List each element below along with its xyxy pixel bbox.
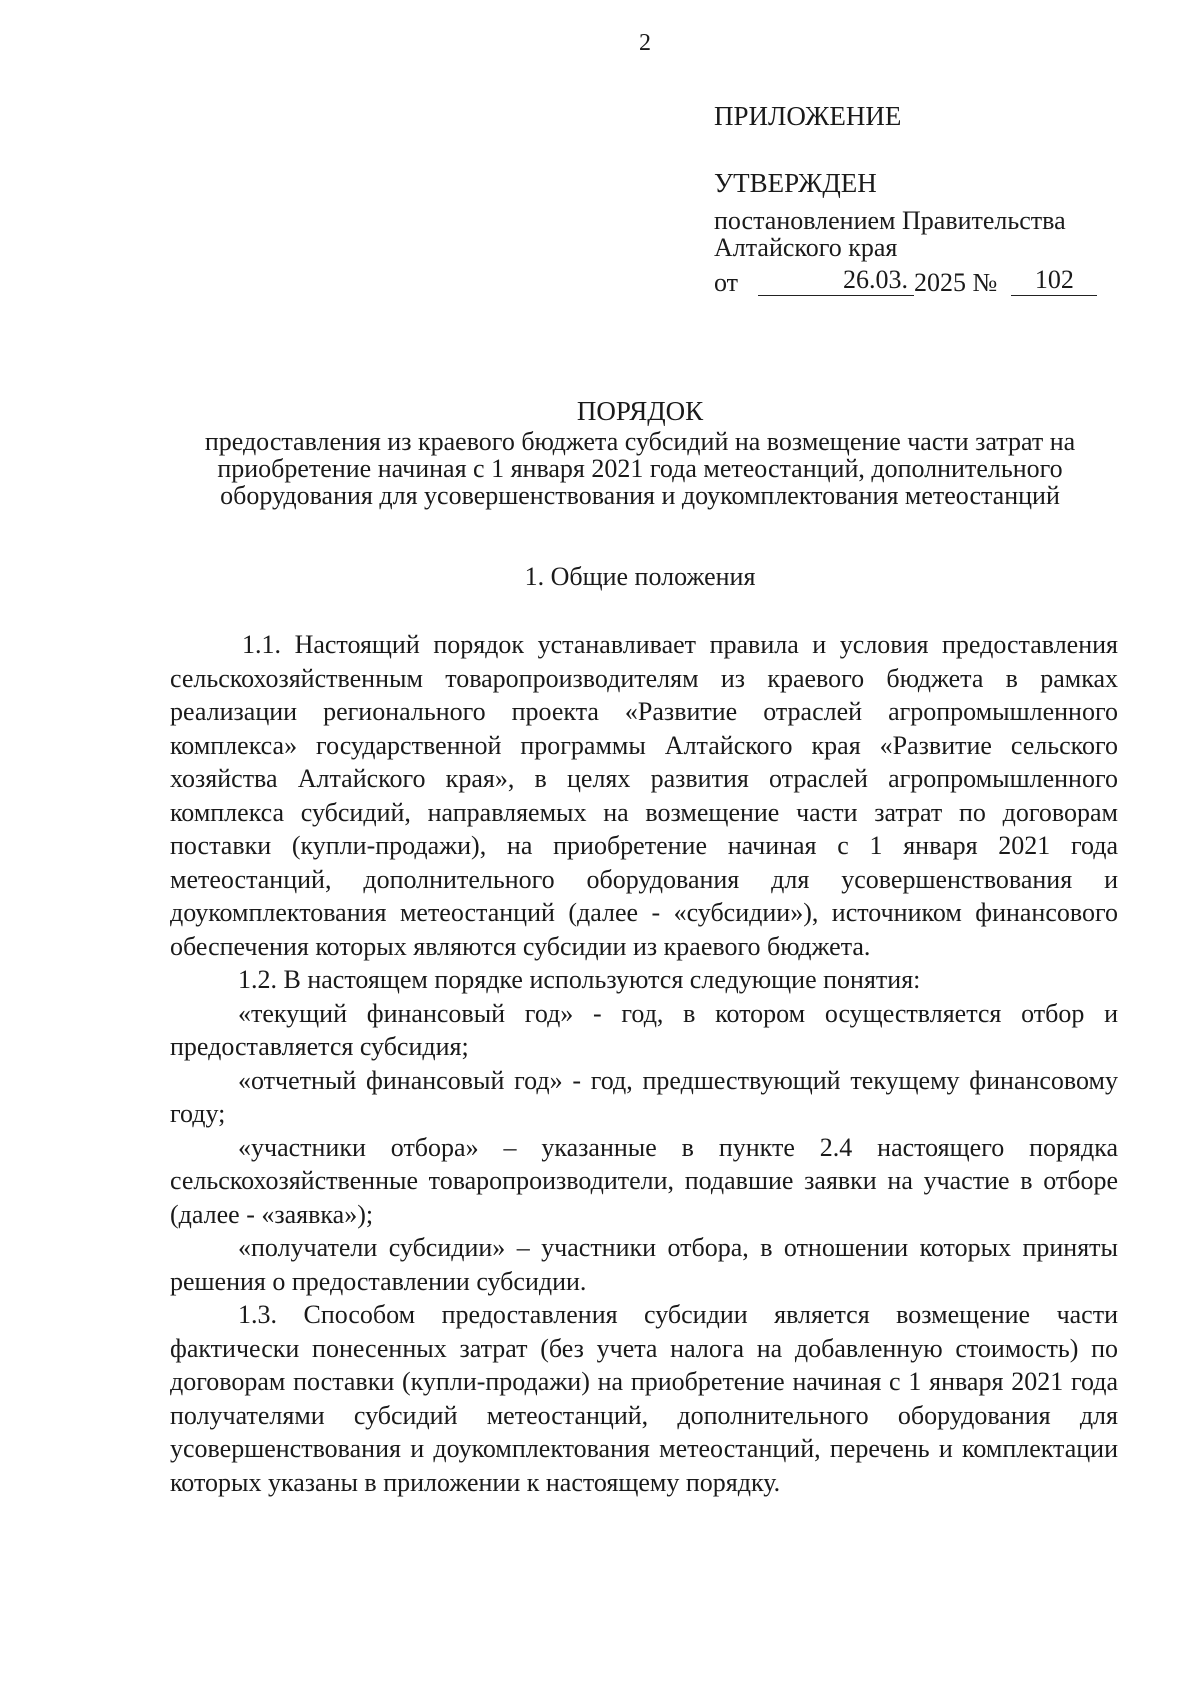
definition-participants: «участники отбора» – указанные в пункте 2.4 настоящего порядка сельскохозяйственные товаропроизводители, подавшие заявки на участие в отборе (далее - «заявка»); bbox=[170, 1132, 1118, 1229]
section-body bbox=[170, 628, 1118, 1499]
definition-reporting-year: «отчетный финансовый год» - год, предшествующий текущему финансовому году; bbox=[170, 1065, 1118, 1128]
paragraph-1-3: 1.3. Способом предоставления субсидии является возмещение части фактически понесенных затрат (без учета налога на добавленную стоимость) по договорам поставки (купли-продажи) на приобретение начиная с 1 января 2021 года получателями субсидий метеостанций, дополнительного оборудования для усовершенствования и доукомплектования метеостанций, перечень и комплектации которых указаны в приложении к настоящему порядку. bbox=[170, 1300, 1118, 1497]
paragraph-1-2: 1.2. В настоящем порядке используются следующие понятия: bbox=[238, 965, 921, 994]
section-heading: 1. Общие положения bbox=[524, 562, 756, 591]
approval-line-2: Алтайского края bbox=[714, 233, 898, 262]
paragraph-1-1: 1.1. Настоящий порядок устанавливает правила и условия предоставления сельскохозяйственным товаропроизводителям из краевого бюджета в рамках реализации регионального проекта «Развитие отраслей агропромышленного комплекса» государственной программы Алтайского края «Развитие сельского хозяйства Алтайского края», в целях развития отраслей агропромышленного комплекса субсидий, направляемых на возмещение части затрат по договорам поставки (купли-продажи), на приобретение начиная с 1 января 2021 года метеостанций, дополнительного оборудования для усовершенствования и доукомплектования метеостанций (далее - «субсидии»), источником финансового обеспечения которых являются субсидии из краевого бюджета. bbox=[170, 630, 1118, 961]
definition-recipients: «получатели субсидии» – участники отбора, в отношении которых приняты решения о предоставлении субсидии. bbox=[170, 1233, 1118, 1296]
approval-block bbox=[714, 170, 1124, 296]
document-title: ПОРЯДОК bbox=[576, 396, 704, 426]
document-subtitle: предоставления из краевого бюджета субсидий на возмещение части затрат на приобретение начиная с 1 января 2021 года метеостанций, дополнительного оборудования для усовершенствования и доукомплектования метеостанций bbox=[204, 427, 1076, 510]
from-label: от bbox=[714, 268, 739, 297]
approval-line-1: постановлением Правительства bbox=[714, 206, 1066, 235]
page-number: 2 bbox=[639, 30, 651, 56]
approval-title: УТВЕРЖДЕН bbox=[714, 168, 877, 198]
approval-date: 26.03. bbox=[758, 265, 914, 296]
definition-current-year: «текущий финансовый год» - год, в котором осуществляется отбор и предоставляется субсидия; bbox=[170, 998, 1118, 1061]
approval-date-line bbox=[714, 265, 1124, 296]
appendix-label: ПРИЛОЖЕНИЕ bbox=[714, 101, 902, 131]
year-label: 2025 № bbox=[914, 268, 998, 297]
approval-number: 102 bbox=[1011, 265, 1097, 296]
